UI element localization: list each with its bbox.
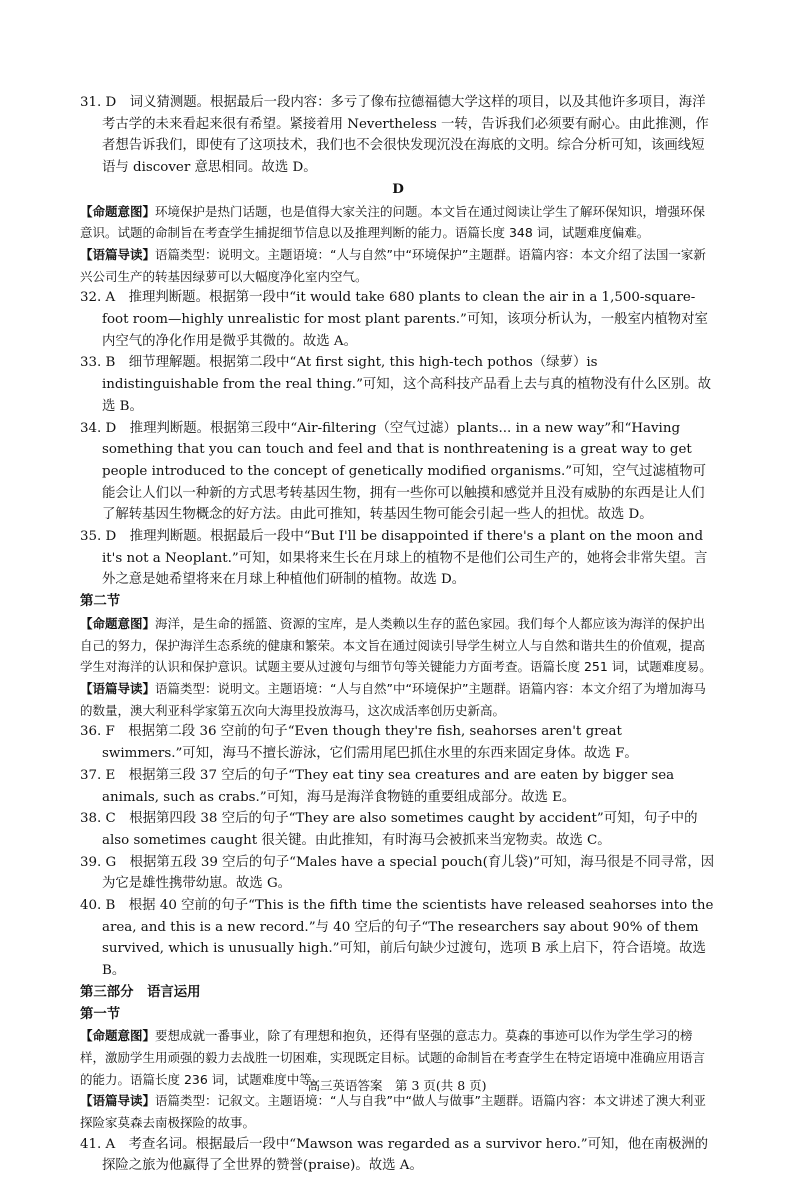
answer-item: 41. A 考查名词。根据最后一段中“Mawson was regarded as a survivor hero.”可知，他在南极洲的探险之旅为他赢得了全世界的赞誉(praise)。故选 A。 — [80, 1136, 709, 1174]
answer-item: 32. A 推理判断题。根据第一段中“it would take 680 plants to clean the air in a 1,500-square-foot room—highly unrealistic for most plant parents.”可知，该项分析认为，一般室内植物对室内空气的净化作用是微乎其微的。故选 A。 — [80, 290, 708, 349]
note-text: 要想成就一番事业，除了有理想和抱负，还得有坚强的意志力。莫森的事迹可以作为学生学习的榜样，激励学生用顽强的毅力去战胜一切困难，实现既定目标。试题的命制旨在考查学生在特定语境中准确应用语言的能力。语篇长度 236 词，试题难度中等。 — [80, 1028, 706, 1087]
note-text: 语篇类型：说明文。主题语境：“人与自然”中“环境保护”主题群。语篇内容：本文介绍了为增加海马的数量，澳大利亚科学家第五次向大海里投放海马，这次成活率创历史新高。 — [80, 680, 706, 718]
commentary-note — [80, 613, 716, 678]
answer-item: 37. E 根据第三段 37 空后的句子“They eat tiny sea creatures and are eaten by bigger sea animals, such as crabs.”可知，海马是海洋食物链的重要组成部分。故选 E。 — [80, 767, 675, 805]
note-tag: 【语篇导读】 — [80, 246, 156, 262]
note-tag: 【命题意图】 — [80, 615, 156, 631]
answer-item: 35. D 推理判断题。根据最后一段中“But I'll be disappointed if there's a plant on the moon and it's not a Neoplant.”可知，如果将来生长在月球上的植物不是他们公司生产的，她将会非常失望。言外之意是她希望将来在月球上种植他们研制的植物。故选 D。 — [80, 529, 708, 588]
answer-item: 39. G 根据第五段 39 空后的句子“Males have a special pouch(育儿袋)”可知，海马很是不同寻常，因为它是雄性携带幼崽。故选 G。 — [80, 854, 715, 892]
answer-key-content — [80, 92, 716, 1177]
note-tag: 【命题意图】 — [80, 1028, 156, 1044]
page-footer: 高三英语答案 第 3 页(共 8 页) — [307, 1078, 487, 1093]
note-tag: 【语篇导读】 — [80, 680, 156, 696]
note-tag: 【语篇导读】 — [80, 1093, 156, 1109]
answer-item: 31. D 词义猜测题。根据最后一段内容：多亏了像布拉德福德大学这样的项目，以及其他许多项目，海洋考古学的未来看起来很有希望。紧接着用 Nevertheless 一转，告诉我们必须要有耐心。由此推测，作者想告诉我们，即使有了这项技术，我们也不会很快发现沉没在海底的文明。综合分析可知，该画线短语与 discover 意思相同。故选 D。 — [80, 95, 709, 176]
commentary-note — [80, 1090, 716, 1133]
answer-item: 36. F 根据第二段 36 空前的句子“Even though they're fish, seahorses aren't great swimmers.”可知，海马不擅长游泳，它们需用尾巴抓住水里的东西来固定身体。故选 F。 — [80, 724, 638, 762]
answer-item: 33. B 细节理解题。根据第二段中“At first sight, this high-tech pothos（绿萝）is indistinguishable from the real thing.”可知，这个高科技产品看上去与真的植物没有什么区别。故选 B。 — [80, 355, 712, 414]
commentary-note — [80, 678, 716, 721]
answer-item: 40. B 根据 40 空前的句子“This is the fifth time the scientists have released seahorses into the area, and this is a new record.”与 40 空后的句子“The researchers say about 90% of them survived, which is unusually high.”可知，前后句缺少过渡句，选项 B 承上启下，符合语境。故选 B。 — [80, 898, 714, 979]
answer-item: 38. C 根据第四段 38 空后的句子“They are also sometimes caught by accident”可知，句子中的 also sometimes caught 很关键。由此推知，有时海马会被抓来当宠物卖。故选 C。 — [80, 811, 698, 848]
answer-item: 34. D 推理判断题。根据第三段中“Air-filtering（空气过滤）plants... in a new way”和“Having something that you can touch and feel and that is nonthreatening is a great way to get people introduced to the concept of genetically modified organisms.”可知，空气过滤植物可能会让人们以一种新的方式思考转基因生物，拥有一些你可以触摸和感觉并且没有威胁的东西是让人们了解转基因生物概念的好方法。由此可推知，转基因生物可能会引起一些人的担忧。故选 D。 — [80, 420, 707, 523]
note-tag: 【命题意图】 — [80, 203, 156, 219]
section-heading: 第二节 — [80, 593, 121, 610]
section-heading: 第一节 — [80, 1005, 121, 1022]
note-text: 语篇类型：说明文。主题语境：“人与自然”中“环境保护”主题群。语篇内容：本文介绍了法国一家新兴公司生产的转基因绿萝可以大幅度净化室内空气。 — [80, 246, 706, 284]
note-text: 海洋，是生命的摇篮、资源的宝库，是人类赖以生存的蓝色家园。我们每个人都应该为海洋的保护出自己的努力，保护海洋生态系统的健康和繁荣。本文旨在通过阅读引导学生树立人与自然和谐共生的价值观，提高学生对海洋的认识和保护意识。试题主要从过渡句与细节句等关键能力方面考查。语篇长度 251 词，试题难度易。 — [80, 615, 712, 675]
section-heading: 第三部分 语言运用 — [80, 983, 201, 1000]
commentary-note — [80, 201, 716, 244]
section-letter: D — [392, 180, 404, 197]
note-text: 语篇类型：记叙文。主题语境：“人与自我”中“做人与做事”主题群。语篇内容：本文讲述了澳大利亚探险家莫森去南极探险的故事。 — [80, 1093, 706, 1131]
commentary-note — [80, 244, 716, 287]
note-text: 环境保护是热门话题，也是值得大家关注的问题。本文旨在通过阅读让学生了解环保知识，增强环保意识。试题的命制旨在考查学生捕捉细节信息以及推理判断的能力。语篇长度 348 词，试题难度偏难。 — [80, 203, 706, 241]
